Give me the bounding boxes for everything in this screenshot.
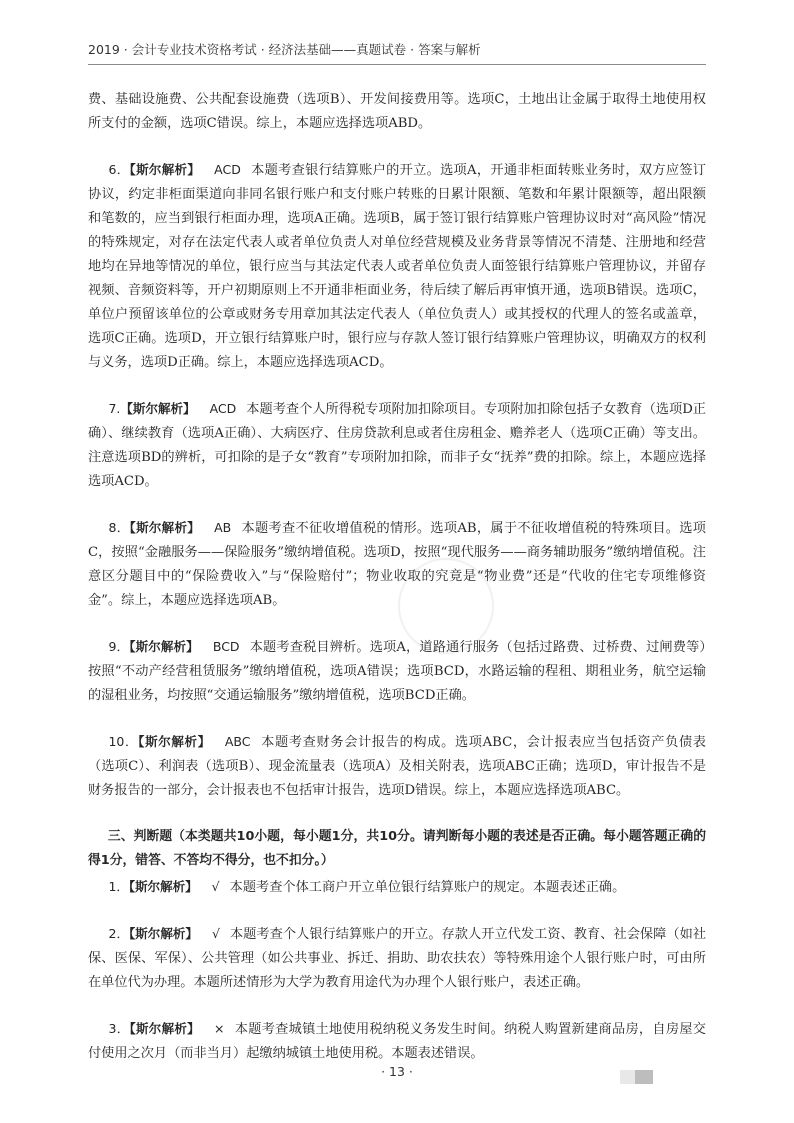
analysis-tag: 【斯尔解析】 xyxy=(129,162,201,177)
analysis-tag: 【斯尔解析】 xyxy=(120,401,196,416)
answer-key: × xyxy=(213,1021,225,1036)
header-divider xyxy=(88,64,706,65)
answer-item-7 xyxy=(88,397,706,494)
item-number: 1． xyxy=(108,879,129,894)
answer-key: BCD xyxy=(212,639,240,654)
item-number: 7. xyxy=(108,401,121,416)
item-number: 10． xyxy=(108,734,139,749)
answer-key: ACD xyxy=(214,162,241,177)
corner-mark-light xyxy=(620,1070,635,1084)
answer-item-10 xyxy=(88,730,706,803)
analysis-text: 本题考查银行结算账户的开立。选项A，开通非柜面转账业务时，双方应签订协议，约定非柜面渠道向非同名银行账户和支付账户转账的日累计限额、笔数和年累计限额等，超出限额和笔数的，应当到银行柜面办理，选项A正确。选项B，属于签订银行结算账户管理协议时对“高风险”情况的特殊规定，对存在法定代表人或者单位负责人对单位经营规模及业务背景等情况不清楚、注册地和经营地均在异地等情况的单位，银行应当与其法定代表人或者单位负责人面签银行结算账户管理协议，并留存视频、音频资料等，开户初期原则上不开通非柜面业务，待后续了解后再审慎开通，选项B错误。选项C，单位户预留该单位的公章或财务专用章加其法定代表人（单位负责人）或其授权的代理人的签名或盖章，选项C正确。选项D，开立银行结算账户时，银行应与存款人签订银行结算账户管理协议，明确双方的权利与义务，选项D正确。综上，本题应选择选项ACD。 xyxy=(88,163,706,370)
analysis-text: 本题考查个人银行结算账户的开立。存款人开立代发工资、教育、社会保障（如社保、医保、军保）、公共管理（如公共事业、拆迁、捐助、助农扶农）等特殊用途个人银行账户时，可由所在单位代为办理。本题所述情形为大学为教育用途代为办理个人银行账户，表述正确。 xyxy=(88,927,707,990)
answer-key: √ xyxy=(211,879,220,894)
analysis-tag: 【斯尔解析】 xyxy=(128,879,198,894)
analysis-text: 本题考查个人所得税专项附加扣除项目。专项附加扣除包括子女教育（选项D正确）、继续教育（选项A正确）、大病医疗、住房贷款利息或者住房租金、赡养老人（选项C正确）等支出。注意选项BD的辨析，可扣除的是子女“教育”专项附加扣除，而非子女“抚养”费的扣除。综上，本题应选择选项ACD。 xyxy=(88,402,706,489)
answer-key: ABC xyxy=(224,734,251,749)
analysis-tag: 【斯尔解析】 xyxy=(138,734,211,749)
analysis-tag: 【斯尔解析】 xyxy=(128,926,198,941)
answer-key: AB xyxy=(214,520,232,535)
item-number: 3． xyxy=(108,1021,130,1036)
analysis-tag: 【斯尔解析】 xyxy=(129,520,201,535)
analysis-text: 本题考查税目辨析。选项A，道路通行服务（包括过路费、过桥费、过闸费等）按照“不动产经营租赁服务”缴纳增值税，选项A错误；选项BCD，水路运输的程租、期租业务，航空运输的湿租业务，均按照“交通运输服务”缴纳增值税，选项BCD正确。 xyxy=(88,640,706,703)
analysis-tag: 【斯尔解析】 xyxy=(129,1021,200,1036)
analysis-tag: 【斯尔解析】 xyxy=(129,639,199,654)
analysis-text: 本题考查城镇土地使用税纳税义务发生时间。纳税人购置新建商品房，自房屋交付使用之次月（而非当月）起缴纳城镇土地使用税。本题表述错误。 xyxy=(88,1022,706,1061)
answer-item-6 xyxy=(88,158,706,375)
judge-item-2 xyxy=(88,922,706,995)
judge-item-3 xyxy=(88,1017,706,1066)
answer-item-8 xyxy=(88,516,706,613)
item-number: 2． xyxy=(108,926,129,941)
item-number: 9． xyxy=(108,639,130,654)
item-number: 8． xyxy=(108,520,130,535)
answer-key: ACD xyxy=(209,401,237,416)
judge-item-1 xyxy=(88,875,706,900)
analysis-text: 本题考查财务会计报告的构成。选项ABC，会计报表应当包括资产负债表（选项C）、利润表（选项B）、现金流量表（选项A）及相关附表，选项ABC正确；选项D，审计报告不是财务报告的一部分，会计报表也不包括审计报告，选项D错误。综上，本题应选择选项ABC。 xyxy=(88,735,706,798)
page-content xyxy=(88,88,706,1088)
running-header: 2019 · 会计专业技术资格考试 · 经济法基础——真题试卷 · 答案与解析 xyxy=(88,42,481,57)
analysis-text: 本题考查个体工商户开立单位银行结算账户的规定。本题表述正确。 xyxy=(229,880,626,895)
analysis-text: 本题考查不征收增值税的情形。选项AB，属于不征收增值税的特殊项目。选项C，按照“金融服务——保险服务”缴纳增值税。选项D，按照“现代服务——商务辅助服务”缴纳增值税。注意区分题目中的“保险费收入”与“保险赔付”；物业收取的究竟是“物业费”还是“代收的住宅专项维修资金”。综上，本题应选择选项AB。 xyxy=(88,521,706,608)
item-number: 6． xyxy=(108,162,130,177)
intro-paragraph: 费、基础设施费、公共配套设施费（选项B）、开发间接费用等。选项C，土地出让金属于取得土地使用权所支付的金额，选项C错误。综上，本题应选择选项ABD。 xyxy=(88,92,706,131)
answer-item-9 xyxy=(88,635,706,708)
corner-mark-dark xyxy=(635,1070,653,1084)
answer-key: √ xyxy=(211,926,220,941)
section-heading: 三、判断题（本类题共10小题，每小题1分，共10分。请判断每小题的表述是否正确。每小题答题正确的得1分，错答、不答均不得分，也不扣分。） xyxy=(88,829,706,868)
page-number: · 13 · xyxy=(381,1064,413,1079)
